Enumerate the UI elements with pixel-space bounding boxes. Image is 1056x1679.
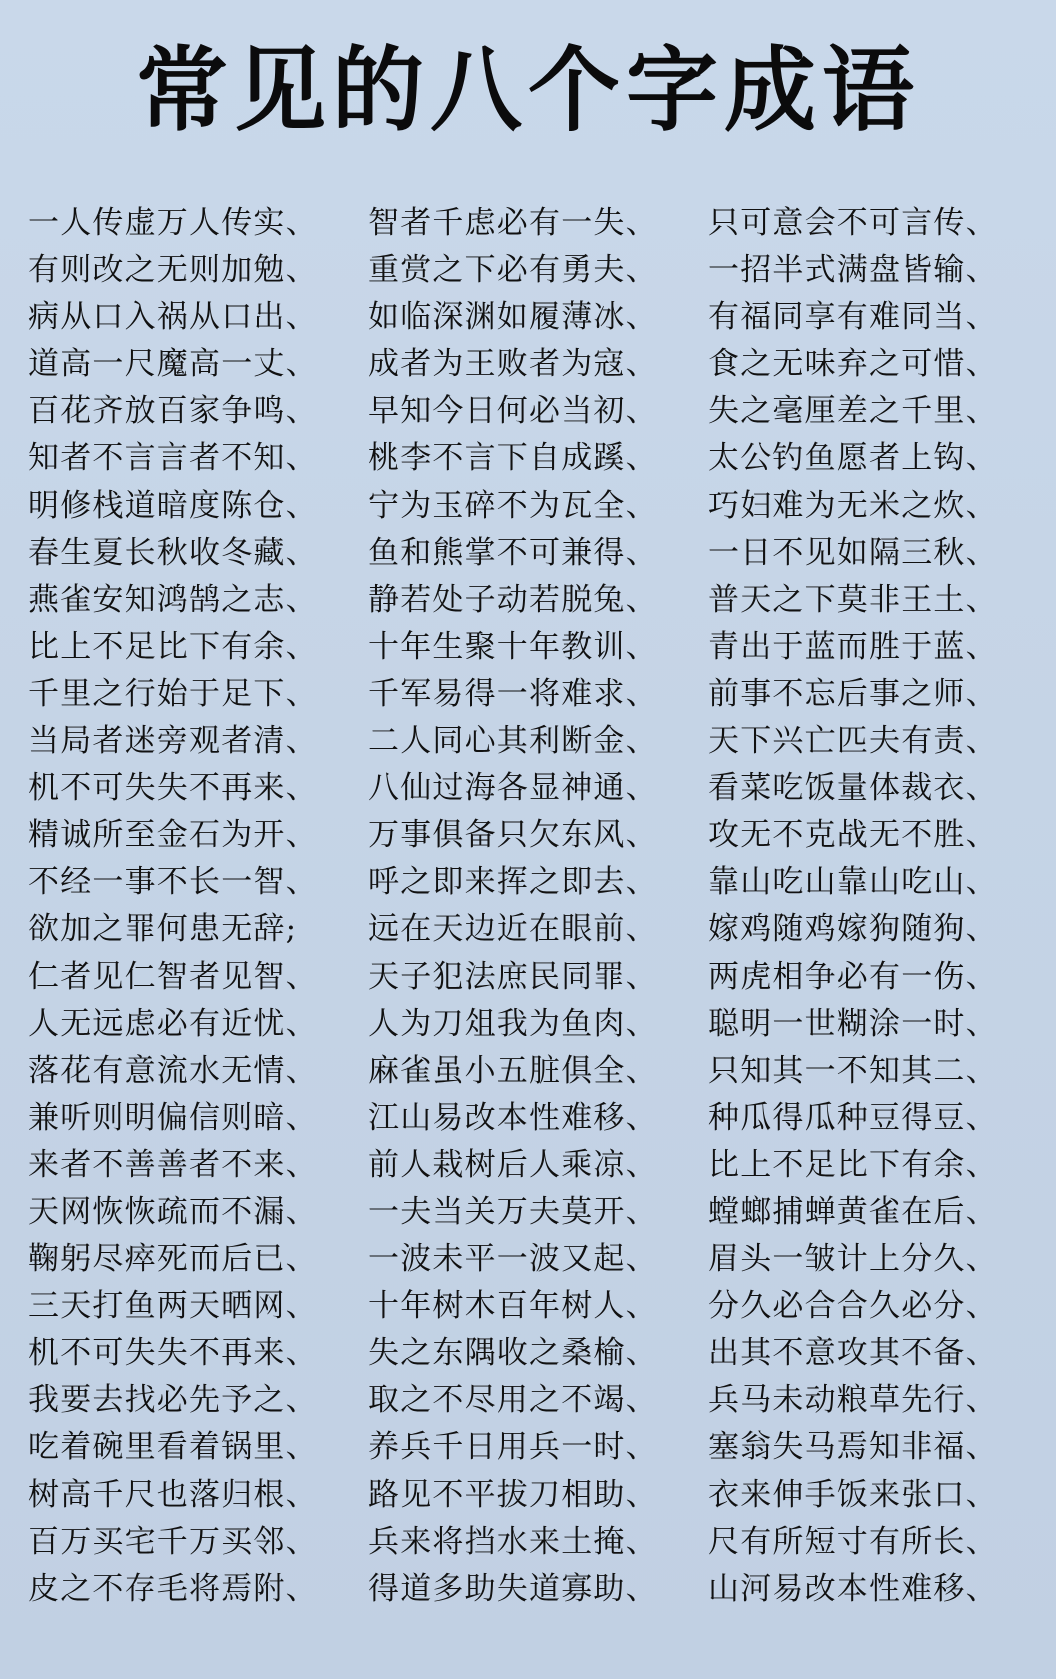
- idiom-line: 天下兴亡匹夫有责、: [708, 723, 998, 760]
- idiom-line: 重赏之下必有勇夫、: [368, 252, 658, 289]
- idiom-line: 青出于蓝而胜于蓝、: [708, 628, 998, 665]
- idiom-line: 我要去找必先予之、: [28, 1382, 318, 1419]
- idiom-line: 螳螂捕蝉黄雀在后、: [708, 1193, 998, 1230]
- idiom-line: 如临深渊如履薄冰、: [368, 299, 658, 336]
- idiom-columns: [28, 200, 1038, 1660]
- idiom-line: 来者不善善者不来、: [28, 1146, 318, 1183]
- idiom-line: 早知今日何必当初、: [368, 393, 658, 430]
- idiom-line: 山河易改本性难移、: [708, 1570, 998, 1607]
- idiom-line: 尺有所短寸有所长、: [708, 1523, 998, 1560]
- idiom-line: 鞠躬尽瘁死而后已、: [28, 1241, 318, 1278]
- idiom-line: 兵马未动粮草先行、: [708, 1382, 998, 1419]
- idiom-line: 万事俱备只欠东风、: [368, 817, 658, 854]
- idiom-line: 塞翁失马焉知非福、: [708, 1429, 998, 1466]
- idiom-line: 十年生聚十年教训、: [368, 628, 658, 665]
- idiom-line: 路见不平拔刀相助、: [368, 1476, 658, 1513]
- idiom-line: 机不可失失不再来、: [28, 770, 318, 807]
- idiom-line: 巧妇难为无米之炊、: [708, 487, 998, 524]
- idiom-line: 人无远虑必有近忧、: [28, 1005, 318, 1042]
- idiom-line: 江山易改本性难移、: [368, 1099, 658, 1136]
- idiom-line: 知者不言言者不知、: [28, 440, 318, 477]
- idiom-line: 病从口入祸从口出、: [28, 299, 318, 336]
- idiom-line: 一夫当关万夫莫开、: [368, 1193, 658, 1230]
- idiom-line: 欲加之罪何患无辞;: [28, 911, 298, 948]
- idiom-line: 有福同享有难同当、: [708, 299, 998, 336]
- idiom-line: 百花齐放百家争鸣、: [28, 393, 318, 430]
- idiom-line: 呼之即来挥之即去、: [368, 864, 658, 901]
- idiom-line: 八仙过海各显神通、: [368, 770, 658, 807]
- idiom-line: 看菜吃饭量体裁衣、: [708, 770, 998, 807]
- idiom-line: 比上不足比下有余、: [28, 628, 318, 665]
- idiom-line: 前事不忘后事之师、: [708, 675, 998, 712]
- idiom-line: 得道多助失道寡助、: [368, 1570, 658, 1607]
- idiom-line: 兼听则明偏信则暗、: [28, 1099, 318, 1136]
- idiom-line: 三天打鱼两天晒网、: [28, 1288, 318, 1325]
- idiom-line: 一日不见如隔三秋、: [708, 534, 998, 571]
- idiom-line: 只知其一不知其二、: [708, 1052, 998, 1089]
- idiom-line: 树高千尺也落归根、: [28, 1476, 318, 1513]
- idiom-line: 一人传虚万人传实、: [28, 205, 318, 241]
- idiom-line: 不经一事不长一智、: [28, 864, 318, 901]
- idiom-line: 取之不尽用之不竭、: [368, 1382, 658, 1419]
- idiom-line: 麻雀虽小五脏俱全、: [368, 1052, 658, 1089]
- idiom-line: 春生夏长秋收冬藏、: [28, 534, 318, 571]
- idiom-line: 聪明一世糊涂一时、: [708, 1005, 998, 1042]
- idiom-line: 宁为玉碎不为瓦全、: [368, 487, 658, 524]
- idiom-line: 养兵千日用兵一时、: [368, 1429, 658, 1466]
- idiom-line: 智者千虑必有一失、: [368, 205, 658, 241]
- idiom-line: 人为刀俎我为鱼肉、: [368, 1005, 658, 1042]
- idiom-line: 两虎相争必有一伤、: [708, 958, 998, 995]
- idiom-line: 二人同心其利断金、: [368, 723, 658, 760]
- idiom-line: 兵来将挡水来土掩、: [368, 1523, 658, 1560]
- idiom-line: 种瓜得瓜种豆得豆、: [708, 1099, 998, 1136]
- idiom-line: 千里之行始于足下、: [28, 675, 318, 712]
- idiom-column-3: [708, 200, 1038, 1660]
- idiom-line: 食之无味弃之可惜、: [708, 346, 998, 383]
- idiom-line: 机不可失失不再来、: [28, 1335, 318, 1372]
- idiom-column-1: [28, 200, 368, 1660]
- page-title: 常见的八个字成语: [135, 36, 920, 144]
- idiom-line: 普天之下莫非王土、: [708, 581, 998, 618]
- idiom-line: 分久必合合久必分、: [708, 1288, 998, 1325]
- idiom-line: 天网恢恢疏而不漏、: [28, 1193, 318, 1230]
- idiom-line: 远在天边近在眼前、: [368, 911, 658, 948]
- idiom-line: 皮之不存毛将焉附、: [28, 1570, 318, 1607]
- idiom-line: 吃着碗里看着锅里、: [28, 1429, 318, 1466]
- idiom-column-2: [368, 200, 708, 1660]
- idiom-line: 当局者迷旁观者清、: [28, 723, 318, 760]
- idiom-line: 眉头一皱计上分久、: [708, 1241, 998, 1278]
- idiom-line: 明修栈道暗度陈仓、: [28, 487, 318, 524]
- idiom-line: 道高一尺魔高一丈、: [28, 346, 318, 383]
- idiom-line: 攻无不克战无不胜、: [708, 817, 998, 854]
- idiom-line: 出其不意攻其不备、: [708, 1335, 998, 1372]
- idiom-line: 嫁鸡随鸡嫁狗随狗、: [708, 911, 998, 948]
- idiom-line: 靠山吃山靠山吃山、: [708, 864, 998, 901]
- idiom-line: 一招半式满盘皆输、: [708, 252, 998, 289]
- idiom-line: 有则改之无则加勉、: [28, 252, 318, 289]
- idiom-line: 天子犯法庶民同罪、: [368, 958, 658, 995]
- idiom-line: 比上不足比下有余、: [708, 1146, 998, 1183]
- idiom-line: 鱼和熊掌不可兼得、: [368, 534, 658, 571]
- idiom-line: 衣来伸手饭来张口、: [708, 1476, 998, 1513]
- idiom-line: 前人栽树后人乘凉、: [368, 1146, 658, 1183]
- idiom-line: 一波未平一波又起、: [368, 1241, 658, 1278]
- idiom-line: 精诚所至金石为开、: [28, 817, 318, 854]
- idiom-line: 燕雀安知鸿鹄之志、: [28, 581, 318, 618]
- idiom-line: 失之毫厘差之千里、: [708, 393, 998, 430]
- idiom-line: 百万买宅千万买邻、: [28, 1523, 318, 1560]
- idiom-line: 静若处子动若脱兔、: [368, 581, 658, 618]
- idiom-line: 成者为王败者为寇、: [368, 346, 658, 383]
- idiom-line: 桃李不言下自成蹊、: [368, 440, 658, 477]
- idiom-line: 十年树木百年树人、: [368, 1288, 658, 1325]
- idiom-line: 失之东隅收之桑榆、: [368, 1335, 658, 1372]
- idiom-line: 落花有意流水无情、: [28, 1052, 318, 1089]
- idiom-line: 太公钓鱼愿者上钩、: [708, 440, 998, 477]
- idiom-line: 仁者见仁智者见智、: [28, 958, 318, 995]
- idiom-line: 千军易得一将难求、: [368, 675, 658, 712]
- idiom-line: 只可意会不可言传、: [708, 205, 998, 241]
